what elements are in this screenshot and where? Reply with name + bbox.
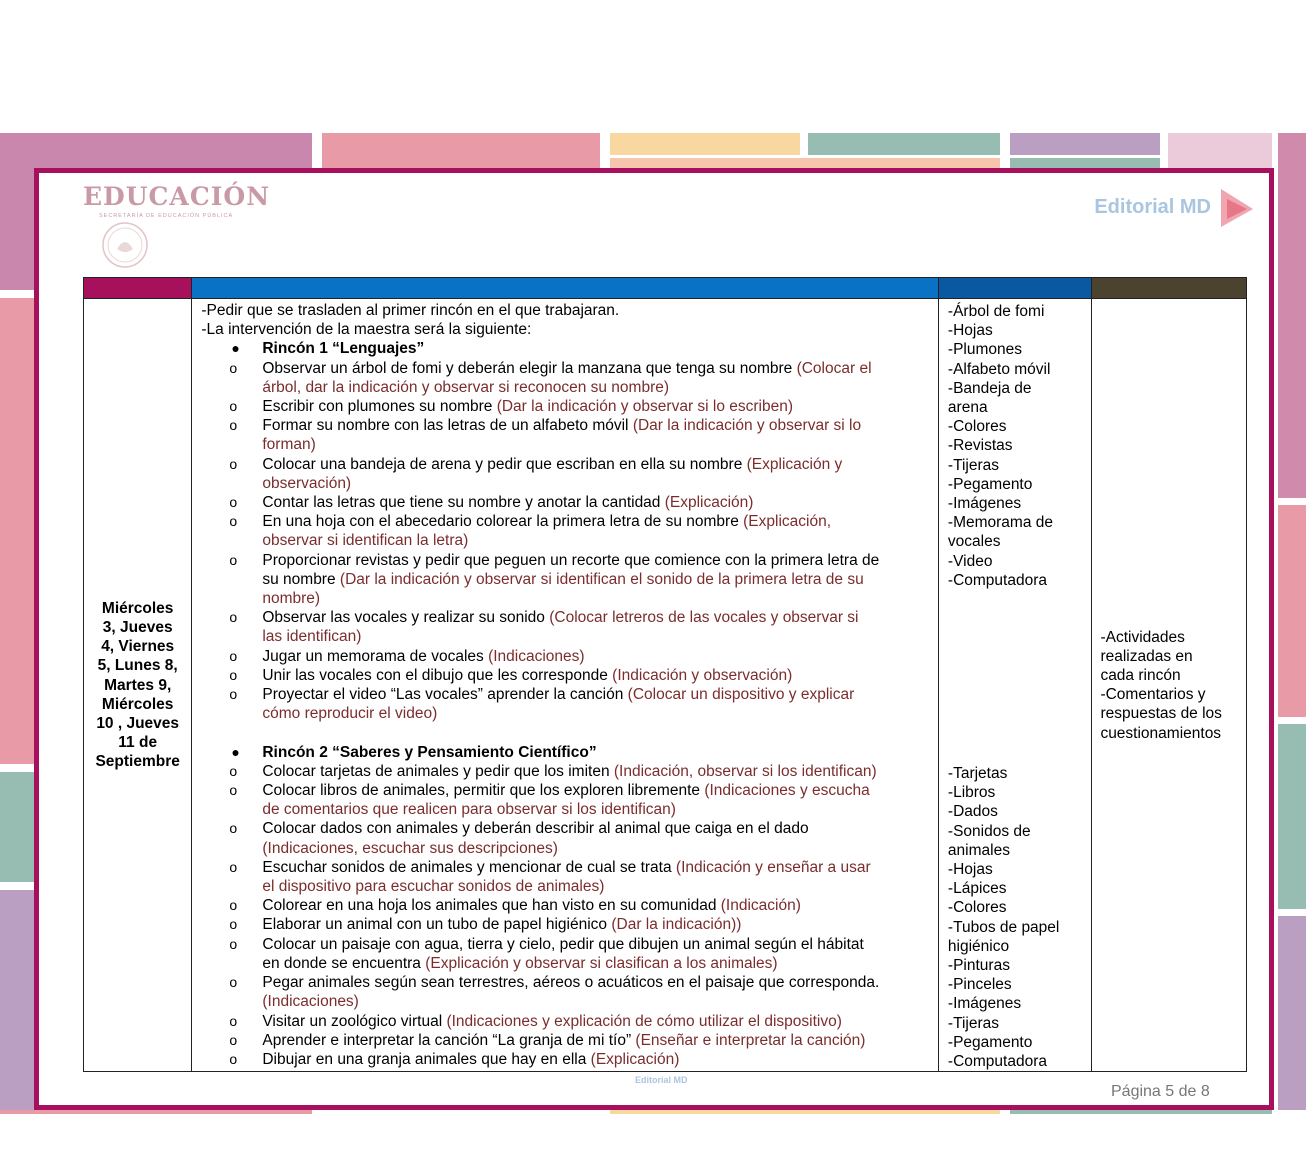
material-item: -Colores [947, 418, 1007, 436]
circle-bullet-icon: o [229, 1031, 238, 1048]
material-item: -Computadora [947, 1053, 1047, 1071]
activity-text: Colorear en una hoja los animales que han visto en su comunidad [262, 897, 721, 915]
circle-bullet-icon: o [229, 858, 238, 875]
circle-bullet-icon: o [229, 935, 238, 952]
circle-bullet-icon: o [229, 762, 238, 779]
material-item: -Tarjetas [947, 765, 1008, 783]
activity-item [201, 608, 930, 646]
activity-item [201, 896, 930, 915]
bg-tile [0, 890, 34, 1110]
mexican-seal-icon [101, 221, 149, 274]
bg-tile [1168, 133, 1272, 168]
material-item: -Hojas [947, 322, 993, 340]
activity-note: (Indicaciones y explicación de cómo utilizar el dispositivo) [446, 1012, 842, 1030]
activity-line [262, 685, 930, 704]
activity-line [262, 800, 930, 819]
materials-cell [938, 299, 1092, 1072]
activity-line [262, 666, 930, 685]
activity-note: (Dar la indicación y observar si lo escriben) [496, 398, 794, 416]
activity-line [262, 819, 930, 838]
sep-logo [83, 183, 270, 219]
activity-line [262, 1031, 930, 1050]
evaluation-cell [1092, 299, 1247, 1072]
circle-bullet-icon: o [229, 820, 238, 837]
material-item: -Revistas [947, 437, 1013, 455]
activity-line [262, 416, 930, 435]
activity-note: (Colocar letreros de las vocales y observar si [549, 609, 859, 627]
bg-tile [322, 133, 600, 168]
material-item: -Pegamento [947, 1033, 1033, 1051]
activity-note: cómo reproducir el video) [262, 705, 438, 723]
activity-line [262, 608, 930, 627]
activity-line [262, 435, 930, 454]
activity-text: Colocar tarjetas de animales y pedir que los imiten [262, 762, 614, 780]
activity-text: Proporcionar revistas y pedir que peguen un recorte que comience con la primera letra de [262, 551, 880, 569]
activity-note: (Indicaciones) [488, 647, 585, 665]
activity-line [262, 474, 930, 493]
bg-tile [1278, 505, 1306, 717]
bg-tile [1010, 133, 1160, 155]
activity-text: Observar un árbol de fomi y deberán elegir la manzana que tenga su nombre [262, 359, 797, 377]
activity-item [201, 781, 930, 819]
editorial-md-logo [1094, 183, 1257, 231]
activity-item [201, 973, 930, 1011]
bg-tile [610, 158, 1000, 168]
activity-text: Dibujar en una granja animales que hay en ella [262, 1050, 591, 1068]
evaluation-line: -Comentarios y [1100, 686, 1206, 704]
rincon-2-list [201, 743, 930, 762]
activity-line [262, 915, 930, 934]
activity-note: (Explicación y observar si clasifican a los animales) [425, 954, 778, 972]
activity-text: Elaborar un animal con un tubo de papel higiénico [262, 916, 612, 934]
activity-line [262, 1050, 930, 1069]
bg-tile [1010, 1110, 1272, 1114]
activity-text: Proyectar el video “Las vocales” aprender la canción [262, 686, 628, 704]
activity-note: (Indicación y enseñar a usar [675, 858, 871, 876]
material-item: -Tijeras [947, 456, 1000, 474]
date-cell [84, 299, 192, 1072]
activity-line [262, 877, 930, 896]
activity-note: (Indicación) [720, 897, 801, 915]
header-materials-cell [938, 278, 1092, 299]
activity-text: Contar las letras que tiene su nombre y anotar la cantidad [262, 494, 665, 512]
bg-tile [0, 133, 312, 168]
activity-note: (Indicaciones, escuchar sus descripciones) [262, 839, 558, 857]
material-item: -Computadora [947, 571, 1047, 589]
circle-bullet-icon: o [229, 897, 238, 914]
evaluation-line: realizadas en [1100, 647, 1193, 665]
activity-text: Visitar un zoológico virtual [262, 1012, 447, 1030]
activity-line [262, 570, 930, 589]
activity-line [262, 762, 930, 781]
page-frame [34, 168, 1274, 1110]
activity-line [262, 647, 930, 666]
circle-bullet-icon: o [229, 417, 238, 434]
materials-block-2 [948, 764, 1086, 1071]
header-date-cell [84, 278, 192, 299]
date-line: 11 de [118, 734, 158, 752]
material-item: -Alfabeto móvil [947, 360, 1051, 378]
date-line: 4, Viernes [101, 638, 175, 656]
activity-text: Colocar una bandeja de arena y pedir que escriban en ella su nombre [262, 455, 747, 473]
material-item: -Colores [947, 899, 1007, 917]
material-item: arena [947, 399, 988, 417]
circle-bullet-icon: o [229, 916, 238, 933]
bg-tile [0, 772, 34, 882]
logo-title: EDUCACIÓN [83, 182, 271, 211]
activity-note: árbol, dar la indicación y observar si reconocen su nombre) [262, 378, 670, 396]
intro-line: -Pedir que se trasladen al primer rincón en el que trabajaran. [201, 302, 620, 319]
activity-line [262, 781, 930, 800]
activity-item [201, 1050, 930, 1069]
activity-line [262, 359, 930, 378]
materials-block-1 [948, 302, 1086, 590]
activity-text: Jugar un memorama de vocales [262, 647, 489, 665]
logo-subtitle: SECRETARÍA DE EDUCACIÓN PÚBLICA [99, 213, 234, 219]
activity-item [201, 762, 930, 781]
circle-bullet-icon: o [229, 974, 238, 991]
activity-line [262, 858, 930, 877]
date-line: Martes 9, [104, 676, 172, 694]
bg-tile [0, 168, 34, 290]
evaluation-line: cada rincón [1100, 666, 1181, 684]
footer-logo-text: Editorial MD [635, 1075, 688, 1085]
activity-note: (Colocar un dispositivo y explicar [627, 686, 855, 704]
activity-line [262, 935, 930, 954]
activity-item [201, 493, 930, 512]
planning-table [83, 277, 1247, 1072]
circle-bullet-icon: o [229, 359, 238, 376]
activity-text: Aprender e interpretar la canción “La granja de mi tío” [262, 1031, 636, 1049]
material-item: -Plumones [947, 341, 1023, 359]
circle-bullet-icon: o [229, 494, 238, 511]
activity-note: observación) [262, 474, 352, 492]
rincon-1-items [201, 359, 930, 724]
activity-note: (Dar la indicación y observar si identifican el sonido de la primera letra de su [339, 570, 864, 588]
circle-bullet-icon: o [229, 1050, 238, 1067]
material-item: -Sonidos de [947, 822, 1031, 840]
material-item: -Imágenes [947, 995, 1022, 1013]
activity-line [262, 896, 930, 915]
bg-tile [1278, 133, 1306, 498]
header-row [84, 278, 1247, 299]
date-line: Miércoles [101, 695, 174, 713]
evaluation-line: respuestas de los [1100, 705, 1222, 723]
material-item: -Pegamento [947, 475, 1033, 493]
circle-bullet-icon: o [229, 1012, 238, 1029]
activity-item [201, 512, 930, 550]
activity-text: Escribir con plumones su nombre [262, 398, 497, 416]
activity-line [262, 973, 930, 992]
bullet-icon: ● [231, 743, 240, 760]
date-line: 3, Jueves [102, 618, 173, 636]
activity-item [201, 819, 930, 857]
activity-note: de comentarios que realicen para observar si los identifican) [262, 801, 676, 819]
rincon-1-list [201, 339, 930, 358]
bg-tile [808, 133, 1000, 155]
material-item: animales [947, 841, 1010, 859]
bg-tile [1010, 158, 1160, 168]
activity-item [201, 647, 930, 666]
activity-text: Colocar dados con animales y deberán describir al animal que caiga en el dado [262, 820, 809, 838]
activity-line [262, 531, 930, 550]
bg-tile [610, 133, 800, 155]
material-item: -Tijeras [947, 1014, 1000, 1032]
activity-text: su nombre [262, 570, 340, 588]
activity-item [201, 666, 930, 685]
header-activities-cell [192, 278, 939, 299]
rincon-1-title [201, 339, 930, 358]
activity-text: Colocar un paisaje con agua, tierra y cielo, pedir que dibujen un animal según el hábitat [262, 935, 864, 953]
activity-text: Observar las vocales y realizar su sonido [262, 609, 550, 627]
material-item: -Pinceles [947, 976, 1012, 994]
rincon-2-title [201, 743, 930, 762]
circle-bullet-icon: o [229, 551, 238, 568]
activity-line [262, 704, 930, 723]
circle-bullet-icon: o [229, 513, 238, 530]
activity-note: el dispositivo para escuchar sonidos de animales) [262, 878, 605, 896]
activity-note: (Explicación) [664, 494, 754, 512]
activity-note: (Indicación y observación) [612, 666, 793, 684]
footer-logo [635, 1075, 688, 1085]
activity-line [262, 397, 930, 416]
activities-cell [192, 299, 939, 1072]
activity-item [201, 397, 930, 416]
rincon-2-items [201, 762, 930, 1069]
activity-line [262, 589, 930, 608]
activity-note: nombre) [262, 590, 321, 608]
activity-note: (Indicación, observar si los identifican) [613, 762, 877, 780]
activity-item [201, 685, 930, 723]
circle-bullet-icon: o [229, 686, 238, 703]
activity-text: En una hoja con el abecedario colorear la primera letra de su nombre [262, 513, 744, 531]
material-item: -Imágenes [947, 495, 1022, 513]
material-item: vocales [947, 533, 1001, 551]
evaluation-line: cuestionamientos [1100, 724, 1222, 742]
activity-item [201, 359, 930, 397]
editorial-md-text: Editorial MD [1094, 195, 1211, 218]
activity-line [262, 512, 930, 531]
date-line: Miércoles [101, 599, 174, 617]
activity-text: Escuchar sonidos de animales y mencionar de cual se trata [262, 858, 676, 876]
activity-line [262, 455, 930, 474]
activity-note: (Colocar el [796, 359, 872, 377]
circle-bullet-icon: o [229, 782, 238, 799]
activity-item [201, 935, 930, 973]
activity-note: (Indicaciones y escucha [704, 782, 870, 800]
activity-line [262, 378, 930, 397]
activity-text: Colocar libros de animales, permitir que los exploren libremente [262, 782, 705, 800]
bg-tile [1278, 724, 1306, 909]
activity-note: observar si identifican la letra) [262, 532, 469, 550]
activity-item [201, 1031, 930, 1050]
circle-bullet-icon: o [229, 455, 238, 472]
activity-line [262, 1012, 930, 1031]
activity-line [262, 839, 930, 858]
material-item: higiénico [947, 937, 1010, 955]
circle-bullet-icon: o [229, 666, 238, 683]
spacer [201, 723, 930, 742]
intro-block [201, 301, 930, 339]
activity-text: Pegar animales según sean terrestres, aéreos o acuáticos en el paisaje que corresponda. [262, 974, 880, 992]
material-item: -Pinturas [947, 957, 1010, 975]
activity-line [262, 992, 930, 1011]
activity-item [201, 455, 930, 493]
activity-note: (Dar la indicación y observar si lo [632, 417, 862, 435]
activity-note: (Dar la indicación)) [611, 916, 742, 934]
activity-text: Formar su nombre con las letras de un alfabeto móvil [262, 417, 633, 435]
activity-note: las identifican) [262, 628, 362, 646]
material-item: -Dados [947, 803, 998, 821]
bg-tile [1278, 916, 1306, 1110]
circle-bullet-icon: o [229, 647, 238, 664]
material-item: -Tubos de papel [947, 918, 1060, 936]
activity-line [262, 551, 930, 570]
material-item: -Árbol de fomi [947, 303, 1045, 320]
bg-tile [610, 1110, 1000, 1114]
activity-note: (Explicación y [746, 455, 843, 473]
material-item: -Lápices [947, 880, 1007, 898]
activity-item [201, 551, 930, 609]
page-number: Página 5 de 8 [1111, 1083, 1210, 1100]
bg-tile [0, 298, 34, 764]
activity-line [262, 493, 930, 512]
activity-note: (Explicación) [590, 1050, 680, 1068]
activity-text: en donde se encuentra [262, 954, 426, 972]
bg-tile [0, 1110, 312, 1114]
activity-item [201, 416, 930, 454]
circle-bullet-icon: o [229, 609, 238, 626]
activity-note: forman) [262, 436, 316, 454]
bullet-icon: ● [231, 340, 240, 357]
activity-note: (Enseñar e interpretar la canción) [635, 1031, 866, 1049]
rincon-1-title-text: Rincón 1 “Lenguajes” [262, 340, 425, 358]
activity-item [201, 858, 930, 896]
activity-note: (Explicación, [743, 513, 832, 531]
activity-line [262, 954, 930, 973]
activity-text: Unir las vocales con el dibujo que les corresponde [262, 666, 613, 684]
material-item: -Libros [947, 784, 996, 802]
activity-note: (Indicaciones) [262, 993, 359, 1011]
circle-bullet-icon: o [229, 398, 238, 415]
rincon-2-title-text: Rincón 2 “Saberes y Pensamiento Científico” [262, 743, 597, 761]
activity-line [262, 627, 930, 646]
header-evaluation-cell [1092, 278, 1247, 299]
material-item: -Video [947, 552, 993, 570]
content-row [84, 299, 1247, 1072]
date-line: 5, Lunes 8, [97, 657, 178, 675]
intro-line: -La intervención de la maestra será la siguiente: [201, 321, 532, 339]
evaluation-line: -Actividades [1100, 628, 1185, 646]
material-item: -Hojas [947, 861, 993, 879]
date-line: Septiembre [95, 753, 180, 771]
material-item: -Bandeja de [947, 379, 1032, 397]
activity-item [201, 915, 930, 934]
editorial-md-icon [1215, 183, 1257, 231]
activity-item [201, 1012, 930, 1031]
material-item: -Memorama de [947, 514, 1054, 532]
date-line: 10 , Jueves [96, 714, 180, 732]
